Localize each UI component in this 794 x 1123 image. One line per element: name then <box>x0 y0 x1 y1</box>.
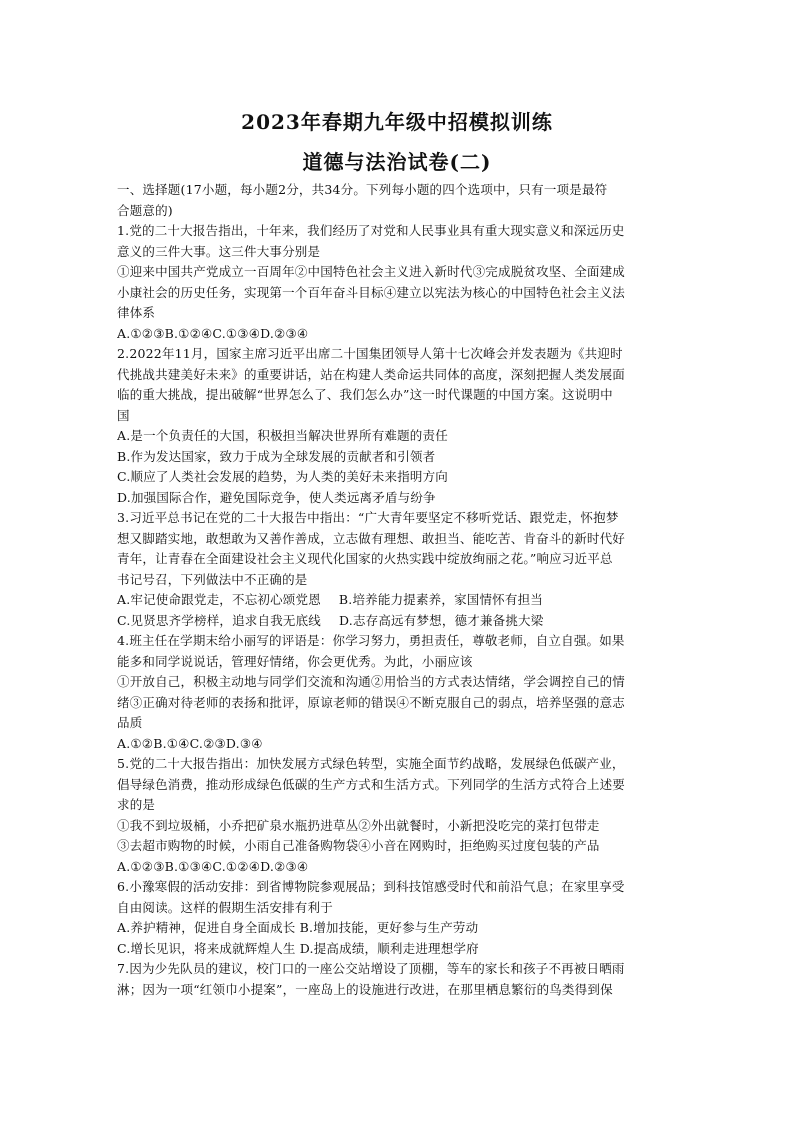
question-3 <box>117 508 687 631</box>
option-c: C.顺应了人类社会发展的趋势，为人类的美好未来指明方向 <box>117 469 448 484</box>
answer-options: A.①②③B.①③④C.①②④D.②③④ <box>117 858 309 874</box>
text-line: 淋；因为一项“红领巾小提案”，一座岛上的设施进行改进，在那里栖息繁衍的鸟类得到保 <box>117 981 613 997</box>
text-line: ①我不到垃圾桶，小乔把矿泉水瓶扔进草丛②外出就餐时，小新把没吃完的菜打包带走 <box>117 817 600 833</box>
text-line: 临的重大挑战，提出破解“世界怎么了、我们怎么办”这一时代课题的中国方案。这说明中 <box>117 387 613 402</box>
text-line: 国 <box>117 407 130 423</box>
text-line: 书记号召，下列做法中不正确的是 <box>117 571 308 587</box>
text-line: 品质 <box>117 715 143 730</box>
exam-title: 2023年春期九年级中招模拟训练 <box>241 110 553 134</box>
text-line: 小康社会的历史任务，实现第一个百年奋斗目标④建立以宪法为核心的中国特色社会主义法 <box>117 284 626 300</box>
text-line: 求的是 <box>117 797 156 812</box>
text-line: 意义的三件大事。这三件大事分别是 <box>117 243 321 259</box>
text-line: ①开放自己，积极主动地与同学们交流和沟通②用恰当的方式表达情绪，学会调控自己的情 <box>117 674 626 689</box>
question-stem: 7.因为少先队员的建议，校门口的一座公交站增设了顶棚，等车的家长和孩子不再被日晒雨 <box>117 961 625 976</box>
option-b: B.作为发达国家，致力于成为全球发展的贡献者和引领者 <box>117 448 436 464</box>
text-line: 一、选择题(17小题，每小题2分，共34分。下列每小题的四个选项中，只有一项是最符 <box>117 182 608 197</box>
text-line: 能多和同学说说话，管理好情绪，你会更优秀。为此，小丽应该 <box>117 653 473 669</box>
answer-options: A.①②B.①④C.②③D.③④ <box>117 735 263 751</box>
question-stem: 3.习近平总书记在党的二十大报告中指出：“广大青年要坚定不移听党话、跟党走，怀抱梦 <box>117 510 619 525</box>
options-row: A.养护精神，促进自身全面成长 B.增加技能，更好参与生产劳动 <box>117 920 479 935</box>
option-a: A.牢记使命跟党走，不忘初心颂党恩 <box>117 592 321 607</box>
text-line: 代挑战共建美好未来》的重要讲话，站在构建人类命运共同体的高度，深刻把握人类发展面 <box>117 366 626 382</box>
answer-options: A.①②③B.①②④C.①③④D.②③④ <box>117 325 309 341</box>
text-line: 律体系 <box>117 305 156 320</box>
options-row <box>117 611 687 632</box>
option-c: C.见贤思齐学榜样，追求自我无底线 <box>117 612 321 628</box>
text-line: 青年，让青春在全面建设社会主义现代化国家的火热实践中绽放绚丽之花。”响应习近平总 <box>117 551 613 566</box>
option-d: D.志存高远有梦想，德才兼备挑大梁 <box>339 612 544 628</box>
question-stem: 6.小豫寒假的活动安排：到省博物院参观展品；到科技馆感受时代和前沿气息；在家里享受 <box>117 879 625 894</box>
text-line: 想又脚踏实地，敢想敢为又善作善成，立志做有理想、敢担当、能吃苦、肯奋斗的新时代好 <box>117 530 626 546</box>
question-stem: 2.2022年11月，国家主席习近平出席二十国集团领导人第十七次峰会并发表题为《共迎时 <box>117 346 623 361</box>
options-row: C.增长见识，将来成就辉煌人生 D.提高成绩，顺利走进理想学府 <box>117 940 479 956</box>
text-line: 合题意的) <box>117 202 173 218</box>
question-4 <box>117 631 687 754</box>
option-d: D.加强国际合作，避免国际竞争，使人类远离矛盾与纷争 <box>117 489 436 505</box>
question-stem: 4.班主任在学期末给小丽写的评语是：你学习努力，勇担责任，尊敬老师，自立自强。如果 <box>117 633 625 648</box>
section-heading <box>117 180 687 221</box>
question-stem: 5.党的二十大报告指出：加快发展方式绿色转型，实施全面节约战略，发展绿色低碳产业， <box>117 756 625 771</box>
question-6 <box>117 877 687 959</box>
question-1 <box>117 221 687 344</box>
question-2 <box>117 344 687 508</box>
exam-content <box>117 180 687 1000</box>
text-line: 绪③正确对待老师的表扬和批评，原谅老师的错误④不断克服自己的弱点，培养坚强的意志 <box>117 694 626 710</box>
question-5 <box>117 754 687 877</box>
text-line: ①迎来中国共产党成立一百周年②中国特色社会主义进入新时代③完成脱贫攻坚、全面建成 <box>117 264 626 279</box>
options-row <box>117 590 687 611</box>
question-stem: 1.党的二十大报告指出，十年来，我们经历了对党和人民事业具有重大现实意义和深远历史 <box>117 223 625 238</box>
option-a: A.是一个负责任的大国，积极担当解决世界所有难题的责任 <box>117 428 448 443</box>
text-line: 自由阅读。这样的假期生活安排有利于 <box>117 899 333 915</box>
question-7 <box>117 959 687 1000</box>
text-line: ③去超市购物的时候，小雨自己准备购物袋④小音在网购时，拒绝购买过度包装的产品 <box>117 838 600 853</box>
option-b: B.培养能力提素养，家国情怀有担当 <box>338 592 543 607</box>
text-line: 倡导绿色消费，推动形成绿色低碳的生产方式和生活方式。下列同学的生活方式符合上述要 <box>117 776 626 792</box>
exam-subtitle: 道德与法治试卷(二) <box>302 150 492 174</box>
